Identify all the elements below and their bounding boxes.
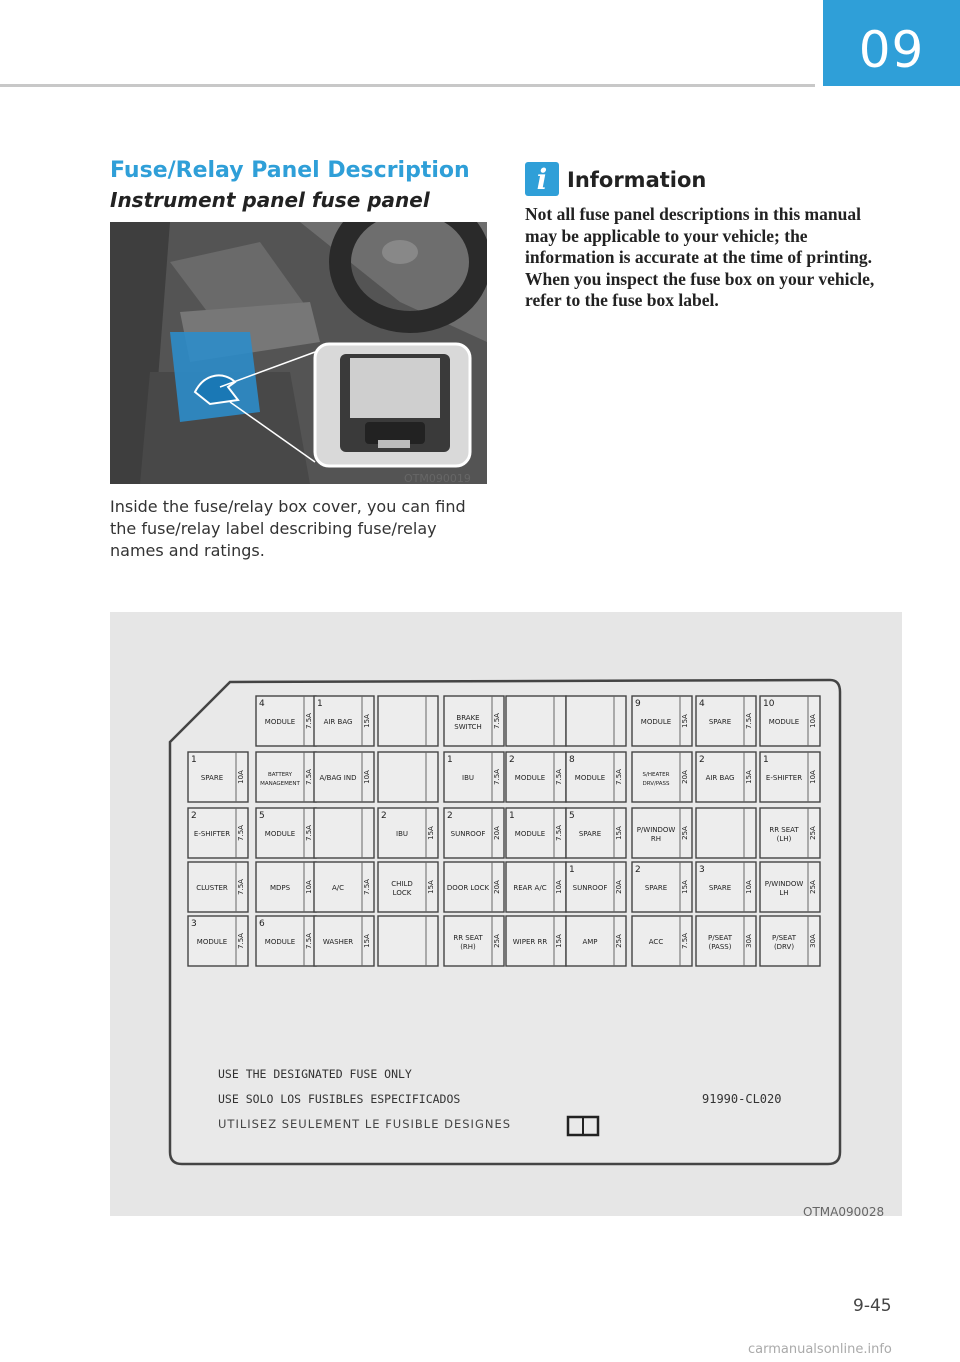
- fuse-name: SPARE: [578, 830, 602, 838]
- fuse-rating: 7.5A: [555, 825, 563, 841]
- fuse-cell: [632, 862, 692, 912]
- fuse-cell: [566, 752, 626, 802]
- fuse-name: RR SEAT (LH): [769, 826, 799, 843]
- fuse-number: 2: [191, 811, 197, 821]
- fuse-cell: [314, 916, 374, 966]
- fuse-name: E-SHIFTER: [193, 830, 231, 838]
- fuse-rating: 15A: [427, 826, 435, 840]
- fuse-name: WASHER: [322, 938, 354, 946]
- fuse-label-diagram: [110, 612, 902, 1216]
- body-paragraph: Inside the fuse/relay box cover, you can find the fuse/relay label describing fuse/relay names and ratings.: [110, 497, 466, 560]
- fuse-cell: [506, 862, 566, 912]
- info-text: Not all fuse panel descriptions in this manual may be applicable to your vehicle; the information is accurate at the time of printing. When you inspect the fuse box on your vehicle, refer to the fuse box label.: [525, 204, 875, 310]
- fuse-cell: [632, 752, 692, 802]
- fuse-rating: 10A: [745, 880, 753, 894]
- fuse-cell: [444, 696, 504, 746]
- part-number: 91990-CL020: [702, 1092, 782, 1106]
- fuse-cell: [696, 696, 756, 746]
- fuse-rating: 7.5A: [493, 769, 501, 785]
- fuse-name: DOOR LOCK: [446, 884, 490, 892]
- fuse-name: E-SHIFTER: [765, 774, 803, 782]
- fuse-cell: [566, 696, 626, 746]
- fuse-cell: [506, 808, 566, 858]
- fuse-rating: 15A: [363, 934, 371, 948]
- fuse-rating: 15A: [427, 880, 435, 894]
- fuse-name: SPARE: [708, 718, 732, 726]
- fuse-name: P/WINDOW RH: [636, 826, 676, 843]
- information-icon: i: [525, 162, 559, 196]
- fuse-cell-box: [566, 696, 626, 746]
- fuse-cell: [506, 696, 566, 746]
- fuse-rating: 25A: [809, 880, 817, 894]
- fuse-number: 2: [699, 755, 705, 765]
- fuse-number: 1: [191, 755, 197, 765]
- fuse-name: MODULE: [264, 830, 296, 838]
- fuse-cell: [444, 752, 504, 802]
- fuse-rating: 20A: [681, 770, 689, 784]
- note-spanish: USE SOLO LOS FUSIBLES ESPECIFICADOS: [218, 1092, 461, 1106]
- fuse-rating: 20A: [493, 826, 501, 840]
- fuse-rating: 10A: [809, 770, 817, 784]
- fuse-rating: 7.5A: [305, 713, 313, 729]
- fuse-name: MODULE: [514, 774, 546, 782]
- fuse-name: MODULE: [514, 830, 546, 838]
- fuse-number: 10: [763, 699, 775, 709]
- fuse-cell: [188, 808, 248, 858]
- fuse-cell: [188, 862, 248, 912]
- fuse-name: BRAKE SWITCH: [454, 714, 482, 731]
- fuse-cell: [256, 862, 316, 912]
- fuse-rating: 7.5A: [681, 933, 689, 949]
- fuse-cell: [696, 916, 756, 966]
- fuse-name: SPARE: [200, 774, 224, 782]
- fuse-number: 3: [191, 919, 197, 929]
- fuse-cell: [632, 916, 692, 966]
- fuse-number: 6: [259, 919, 265, 929]
- fuse-name: A/BAG IND: [319, 774, 357, 782]
- fuse-rating: 7.5A: [555, 769, 563, 785]
- fuse-rating: 20A: [493, 880, 501, 894]
- fuse-rating: 25A: [681, 826, 689, 840]
- fuse-name: AIR BAG: [705, 774, 735, 782]
- fuse-rating: 15A: [363, 714, 371, 728]
- fuse-rating: 25A: [493, 934, 501, 948]
- fuse-name: MODULE: [768, 718, 800, 726]
- fuse-number: 9: [635, 699, 641, 709]
- subsection-title: Instrument panel fuse panel: [110, 188, 430, 212]
- fuse-name: MODULE: [640, 718, 672, 726]
- fuse-name: P/SEAT (DRV): [772, 934, 796, 951]
- fuse-cell: [760, 696, 820, 746]
- fuse-rating: 7.5A: [305, 933, 313, 949]
- fuse-rating: 20A: [615, 880, 623, 894]
- header-rule: [0, 84, 815, 87]
- fuse-number: 2: [509, 755, 515, 765]
- fuse-rating: 15A: [681, 880, 689, 894]
- fuse-cell: [314, 862, 374, 912]
- fuse-rating: 7.5A: [237, 825, 245, 841]
- fuse-name: SUNROOF: [572, 884, 608, 892]
- fuse-number: 4: [259, 699, 265, 709]
- fuse-rating: 7.5A: [493, 713, 501, 729]
- fuse-rating: 15A: [681, 714, 689, 728]
- fuse-cell: [566, 916, 626, 966]
- note-french: UTILISEZ SEULEMENT LE FUSIBLE DESIGNES: [218, 1117, 512, 1131]
- fuse-name: P/SEAT (PASS): [708, 934, 732, 951]
- info-title: Information: [567, 168, 707, 192]
- fuse-rating: 7.5A: [237, 879, 245, 895]
- fuse-cell: [256, 752, 316, 802]
- fuse-name: CLUSTER: [196, 884, 228, 892]
- fuse-cell: [444, 808, 504, 858]
- fuse-name: IBU: [396, 830, 408, 838]
- fuse-name: AIR BAG: [323, 718, 353, 726]
- fuse-name: AMP: [582, 938, 598, 946]
- fuse-name: REAR A/C: [513, 884, 547, 892]
- fuse-cell: [760, 752, 820, 802]
- fuse-cell: [378, 808, 438, 858]
- fuse-number: 3: [699, 865, 705, 875]
- fuse-cell: [566, 862, 626, 912]
- fuse-cell: [378, 916, 438, 966]
- fuse-rating: 7.5A: [745, 713, 753, 729]
- fuse-number: 2: [447, 811, 453, 821]
- fuse-number: 1: [317, 699, 323, 709]
- fuse-cell: [314, 808, 374, 858]
- fuse-rating: 15A: [555, 934, 563, 948]
- fuse-rating: 10A: [237, 770, 245, 784]
- fuse-name: P/WINDOW LH: [764, 880, 804, 897]
- fuse-cell: [256, 696, 316, 746]
- fuse-cell-box: [378, 916, 438, 966]
- fuse-label-figure: [110, 612, 902, 1216]
- fuse-cell: [696, 862, 756, 912]
- fuse-cell: [188, 916, 248, 966]
- fuse-rating: 30A: [809, 934, 817, 948]
- fuse-cell-box: [696, 808, 756, 858]
- fuse-cell: [696, 808, 756, 858]
- fuse-name: S/HEATER DRV/PASS: [642, 772, 670, 787]
- fuse-cell: [760, 916, 820, 966]
- fuse-cell: [760, 862, 820, 912]
- fuse-rating: 15A: [745, 770, 753, 784]
- fuse-cell: [378, 696, 438, 746]
- fuse-name: SPARE: [708, 884, 732, 892]
- fuse-rating: 25A: [615, 934, 623, 948]
- fuse-cell-box: [378, 752, 438, 802]
- photo-code: OTM090019: [404, 472, 471, 485]
- fuse-rating: 10A: [555, 880, 563, 894]
- fuse-cell-box: [506, 696, 566, 746]
- dashboard-illustration: [110, 222, 487, 484]
- fuse-name: SUNROOF: [450, 830, 486, 838]
- fuse-name: MODULE: [264, 938, 296, 946]
- fuse-cell: [632, 696, 692, 746]
- fuse-number: 5: [569, 811, 575, 821]
- fuse-cell: [378, 752, 438, 802]
- fuse-name: MODULE: [574, 774, 606, 782]
- fuse-cell: [256, 916, 316, 966]
- fuse-name: RR SEAT (RH): [453, 934, 483, 951]
- fuse-number: 4: [699, 699, 705, 709]
- watermark: carmanualsonline.info: [748, 1342, 892, 1357]
- fuse-cell: [632, 808, 692, 858]
- section-title: Fuse/Relay Panel Description: [110, 158, 470, 183]
- fuse-number: 1: [569, 865, 575, 875]
- fuse-rating: 7.5A: [237, 933, 245, 949]
- fuse-cell: [444, 862, 504, 912]
- fuse-grid: [188, 696, 820, 966]
- fuse-cell: [506, 752, 566, 802]
- fuse-cell: [506, 916, 566, 966]
- fuse-rating: 10A: [305, 880, 313, 894]
- fuse-name: A/C: [331, 884, 345, 892]
- fuse-cell: [256, 808, 316, 858]
- fuse-cell: [760, 808, 820, 858]
- fuse-cell: [188, 752, 248, 802]
- fuse-number: 2: [635, 865, 641, 875]
- fuse-cell: [314, 752, 374, 802]
- fuse-name: BATTERY MANAGEMENT: [260, 772, 300, 787]
- fuse-cell-box: [378, 696, 438, 746]
- fuse-cell: [378, 862, 438, 912]
- fuse-rating: 7.5A: [615, 769, 623, 785]
- fuse-rating: 7.5A: [305, 769, 313, 785]
- fuse-number: 2: [381, 811, 387, 821]
- fuse-number: 5: [259, 811, 265, 821]
- fuse-rating: 10A: [809, 714, 817, 728]
- fuse-number: 1: [509, 811, 515, 821]
- fuse-name: IBU: [462, 774, 474, 782]
- fuse-cell: [696, 752, 756, 802]
- chapter-tab: 09: [823, 0, 960, 86]
- fuse-cell: [314, 696, 374, 746]
- fuse-rating: 7.5A: [363, 879, 371, 895]
- fuse-name: CHILD LOCK: [391, 880, 413, 897]
- fuse-name: MDPS: [269, 884, 291, 892]
- fuse-cell: [566, 808, 626, 858]
- fuse-cell-box: [314, 808, 374, 858]
- fuse-rating: 15A: [615, 826, 623, 840]
- fuse-rating: 30A: [745, 934, 753, 948]
- fuse-name: SPARE: [644, 884, 668, 892]
- fuse-rating: 7.5A: [305, 825, 313, 841]
- fuse-number: 1: [763, 755, 769, 765]
- fuse-rating: 10A: [363, 770, 371, 784]
- fuse-name: MODULE: [196, 938, 228, 946]
- fuse-name: WIPER RR: [512, 938, 548, 946]
- label-code: OTMA090028: [803, 1205, 885, 1219]
- fuse-rating: 25A: [809, 826, 817, 840]
- fuse-cover-photo: [110, 222, 487, 484]
- note-english: USE THE DESIGNATED FUSE ONLY: [218, 1067, 412, 1081]
- fuse-name: MODULE: [264, 718, 296, 726]
- page-number: 9-45: [853, 1296, 892, 1316]
- fuse-name: ACC: [648, 938, 664, 946]
- fuse-number: 1: [447, 755, 453, 765]
- fuse-number: 8: [569, 755, 575, 765]
- fuse-cell: [444, 916, 504, 966]
